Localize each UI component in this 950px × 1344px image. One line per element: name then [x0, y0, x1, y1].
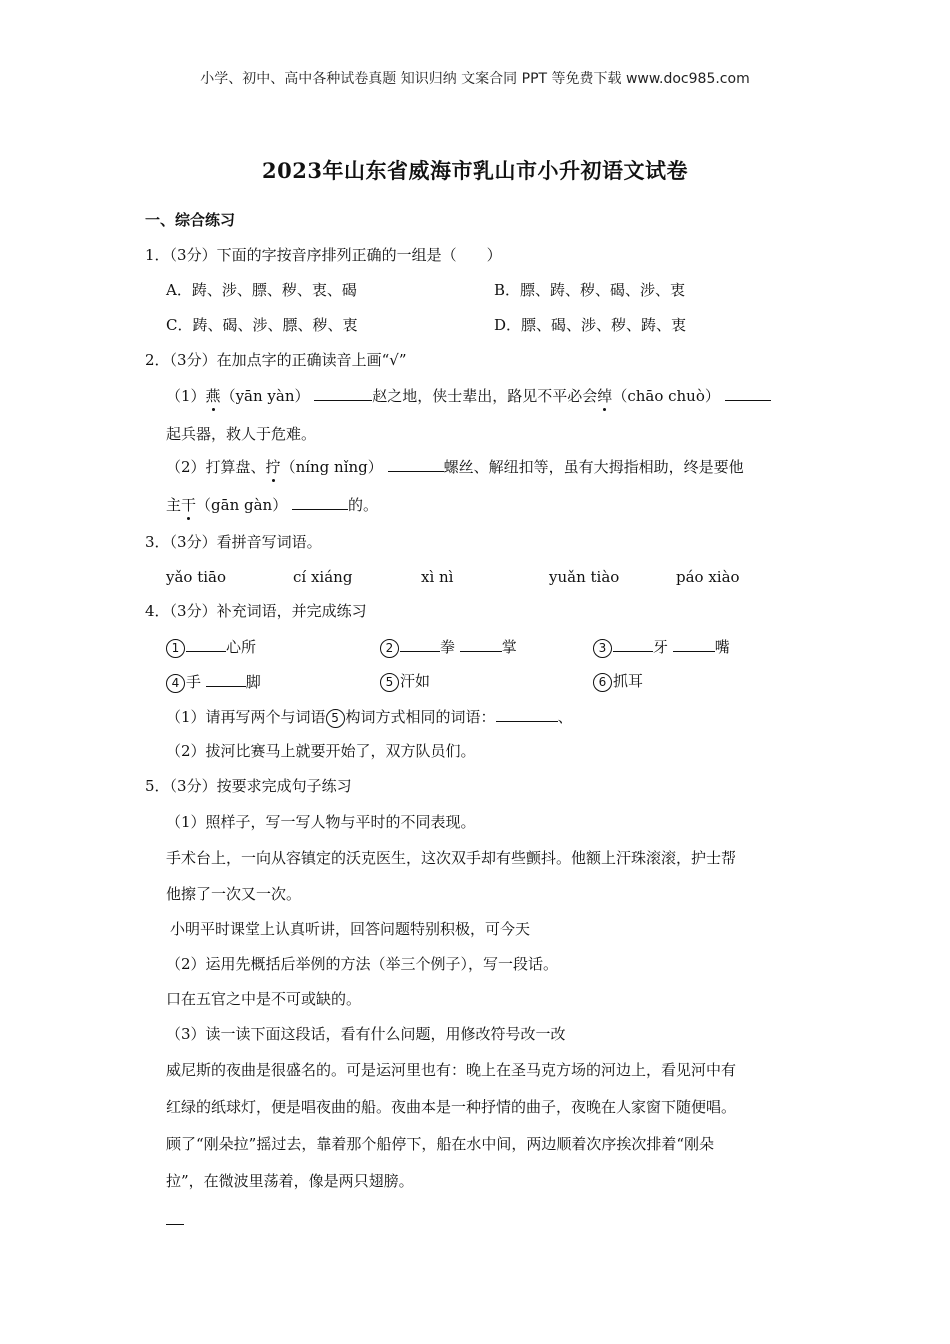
page-header: 小学、初中、高中各种试卷真题 知识归纳 文案合同 PPT 等免费下载 www.doc985.com	[200, 71, 750, 87]
circled-number: 5	[380, 673, 399, 692]
answer-blank[interactable]	[613, 636, 653, 652]
part-label: （1）	[166, 387, 206, 405]
question-1-option-d: D．膘、碣、涉、秽、踌、衷	[494, 316, 687, 334]
circled-number: 6	[593, 673, 612, 692]
example-text: 他擦了一次又一次。	[166, 885, 302, 903]
sentence-text: 主	[166, 496, 182, 514]
circled-number: 1	[166, 639, 185, 658]
pinyin-item: xì nì	[421, 568, 454, 586]
passage-text: 红绿的纸球灯，便是唱夜曲的船。夜曲本是一种抒情的曲子，夜晚在人家窗下随便唱。	[166, 1098, 737, 1116]
circled-number: 2	[380, 639, 399, 658]
question-1-option-b: B．膘、踌、秽、碣、涉、衷	[494, 281, 686, 299]
idiom-text: 心所	[226, 638, 257, 656]
page-title: 2023年山东省威海市乳山市小升初语文试卷	[262, 158, 688, 183]
pinyin-choice: （níng nǐng）	[280, 458, 383, 476]
sentence-text: 赵之地，侠士辈出，路见不平必会	[372, 387, 598, 405]
passage-text: 拉”，在微波里荡着，像是两只翅膀。	[166, 1172, 414, 1190]
sentence-text: 的。	[348, 496, 379, 514]
idiom-item-4	[166, 671, 261, 693]
answer-blank[interactable]	[496, 706, 558, 722]
question-1-stem: 1．（3分）下面的字按音序排列正确的一组是（ ）	[145, 246, 502, 264]
question-1-option-a: A．踌、涉、膘、秽、衷、碣	[166, 281, 357, 299]
dotted-char: 拧	[265, 458, 281, 476]
pinyin-item: páo xiào	[676, 568, 740, 586]
question-4-sub-2: （2）拔河比赛马上就要开始了，双方队员们。	[166, 742, 476, 760]
answer-blank[interactable]	[388, 456, 444, 472]
idiom-text: 抓耳	[613, 672, 644, 690]
sentence-text: （1）请再写两个与词语	[166, 708, 326, 726]
question-2-part-2-line	[166, 456, 744, 477]
question-4-stem: 4．（3分）补充词语，并完成练习	[145, 602, 367, 620]
divider	[166, 1224, 184, 1225]
circled-number: 4	[166, 674, 185, 693]
question-5-sub-1: （1）照样子，写一写人物与平时的不同表现。	[166, 813, 476, 831]
question-5-stem: 5．（3分）按要求完成句子练习	[145, 777, 352, 795]
question-2-part-1-line	[166, 385, 771, 406]
idiom-item-6	[593, 671, 643, 692]
sentence-text: 螺丝、解纽扣等，虽有大拇指相助，终是要他	[443, 458, 744, 476]
question-2-part-1-cont: 起兵器，救人于危难。	[166, 425, 317, 443]
example-text: 小明平时课堂上认真听讲，回答问题特别积极，可今天	[170, 920, 531, 938]
question-5-sub-3: （3）读一读下面这段话，看有什么问题，用修改符号改一改	[166, 1025, 566, 1043]
example-text: 口在五官之中是不可或缺的。	[166, 990, 362, 1008]
pinyin-choice: （gān gàn）	[196, 496, 288, 514]
question-5-sub-2: （2）运用先概括后举例的方法（举三个例子），写一段话。	[166, 955, 559, 973]
answer-blank[interactable]	[460, 636, 502, 652]
idiom-text: 手	[186, 673, 202, 691]
question-3-stem: 3．（3分）看拼音写词语。	[145, 533, 322, 551]
idiom-text: 掌	[501, 638, 517, 656]
example-text: 手术台上，一向从容镇定的沃克医生，这次双手却有些颤抖。他额上汗珠滚滚，护士帮	[166, 849, 737, 867]
answer-blank[interactable]	[400, 636, 440, 652]
answer-blank[interactable]	[186, 636, 226, 652]
answer-blank[interactable]	[673, 636, 715, 652]
circled-number: 5	[326, 709, 345, 728]
section-heading: 一、综合练习	[145, 211, 236, 229]
pinyin-choice: （chāo chuò）	[612, 387, 720, 405]
question-2-stem: 2．（3分）在加点字的正确读音上画“√”	[145, 351, 407, 369]
idiom-text: 脚	[245, 673, 261, 691]
idiom-item-3	[593, 636, 730, 658]
pinyin-choice: （yān yàn）	[220, 387, 310, 405]
passage-text: 顾了“刚朵拉”摇过去，靠着那个船停下，船在水中间，两边顺着次序挨次排着“刚朵	[166, 1135, 715, 1153]
sentence-text: 、	[557, 708, 573, 726]
dotted-char: 绰	[597, 387, 613, 405]
pinyin-item: yǎo tiāo	[166, 568, 227, 586]
idiom-text: 汗如	[400, 672, 431, 690]
answer-blank[interactable]	[725, 385, 771, 401]
answer-blank[interactable]	[314, 385, 372, 401]
pinyin-item: cí xiáng	[293, 568, 353, 586]
sentence-text: （2）打算盘、	[166, 458, 266, 476]
question-4-sub-1	[166, 706, 573, 728]
idiom-item-2	[380, 636, 517, 658]
pinyin-item: yuǎn tiào	[549, 568, 620, 586]
answer-blank[interactable]	[292, 494, 348, 510]
passage-text: 威尼斯的夜曲是很盛名的。可是运河里也有：晚上在圣马克方场的河边上，看见河中有	[166, 1061, 737, 1079]
idiom-text: 嘴	[714, 638, 730, 656]
dotted-char: 干	[181, 496, 197, 514]
idiom-text: 拳	[440, 638, 456, 656]
idiom-item-5	[380, 671, 430, 692]
question-1-option-c: C．踌、碣、涉、膘、秽、衷	[166, 316, 358, 334]
circled-number: 3	[593, 639, 612, 658]
idiom-text: 牙	[653, 638, 669, 656]
dotted-char: 燕	[205, 387, 221, 405]
question-2-part-2-cont	[166, 494, 378, 515]
sentence-text: 构词方式相同的词语：	[345, 708, 496, 726]
idiom-item-1	[166, 636, 256, 658]
answer-blank[interactable]	[206, 671, 246, 687]
